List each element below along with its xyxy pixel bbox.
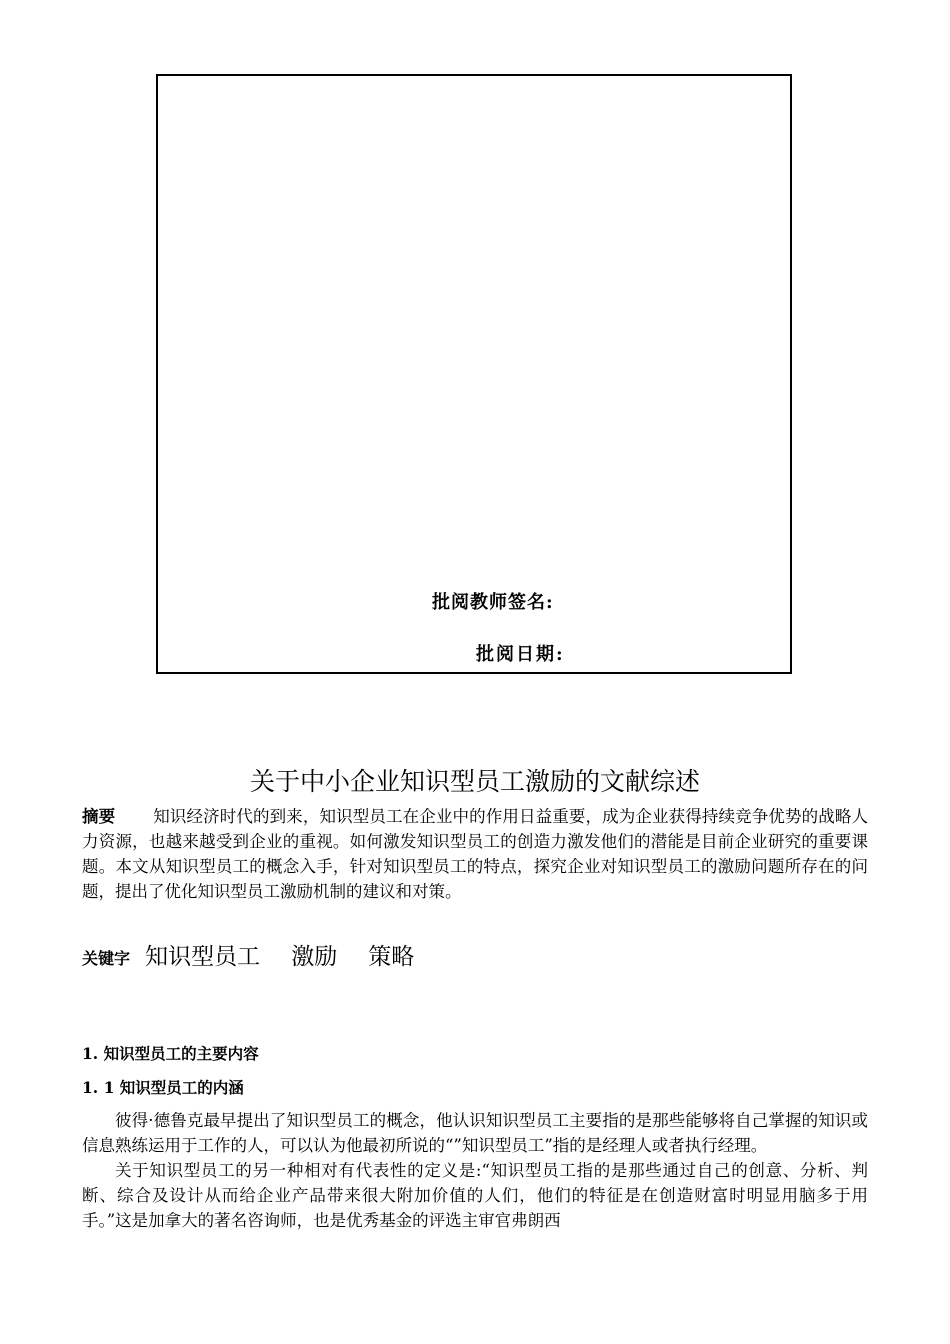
subsection-heading: 1. 1 知识型员工的内涵 bbox=[82, 1078, 244, 1097]
keyword: 激励 bbox=[291, 944, 338, 970]
keyword: 策略 bbox=[368, 944, 415, 970]
review-box bbox=[156, 74, 792, 674]
paragraph: 关于知识型员工的另一种相对有代表性的定义是:“知识型员工指的是那些通过自己的创意、分析、判断、综合及设计从而给企业产品带来很大附加价值的人们，他们的特征是在创造财富时明显用脑多于用手。”这是加拿大的著名咨询师，也是优秀基金的评选主审官弗朗西 bbox=[82, 1161, 868, 1230]
abstract-label: 摘要 bbox=[82, 807, 116, 826]
abstract bbox=[82, 804, 868, 904]
review-date-label: 批阅日期: bbox=[476, 644, 565, 665]
keywords-label: 关键字 bbox=[82, 949, 131, 968]
page-title: 关于中小企业知识型员工激励的文献综述 bbox=[249, 767, 700, 796]
reviewer-signature-label: 批阅教师签名: bbox=[432, 592, 554, 613]
paragraph: 彼得·德鲁克最早提出了知识型员工的概念，他认识知识型员工主要指的是那些能够将自己掌握的知识或信息熟练运用于工作的人，可以认为他最初所说的“”知识型员工”指的是经理人或者执行经理。 bbox=[82, 1111, 868, 1155]
section-heading: 1. 知识型员工的主要内容 bbox=[82, 1044, 259, 1063]
keyword: 知识型员工 bbox=[145, 944, 261, 970]
keywords-line bbox=[82, 938, 440, 971]
body-text bbox=[82, 1108, 868, 1233]
abstract-text: 知识经济时代的到来，知识型员工在企业中的作用日益重要，成为企业获得持续竞争优势的战略人力资源，也越来越受到企业的重视。如何激发知识型员工的创造力激发他们的潜能是目前企业研究的重要课题。本文从知识型员工的概念入手，针对知识型员工的特点，探究企业对知识型员工的激励问题所存在的问题，提出了优化知识型员工激励机制的建议和对策。 bbox=[82, 807, 868, 901]
